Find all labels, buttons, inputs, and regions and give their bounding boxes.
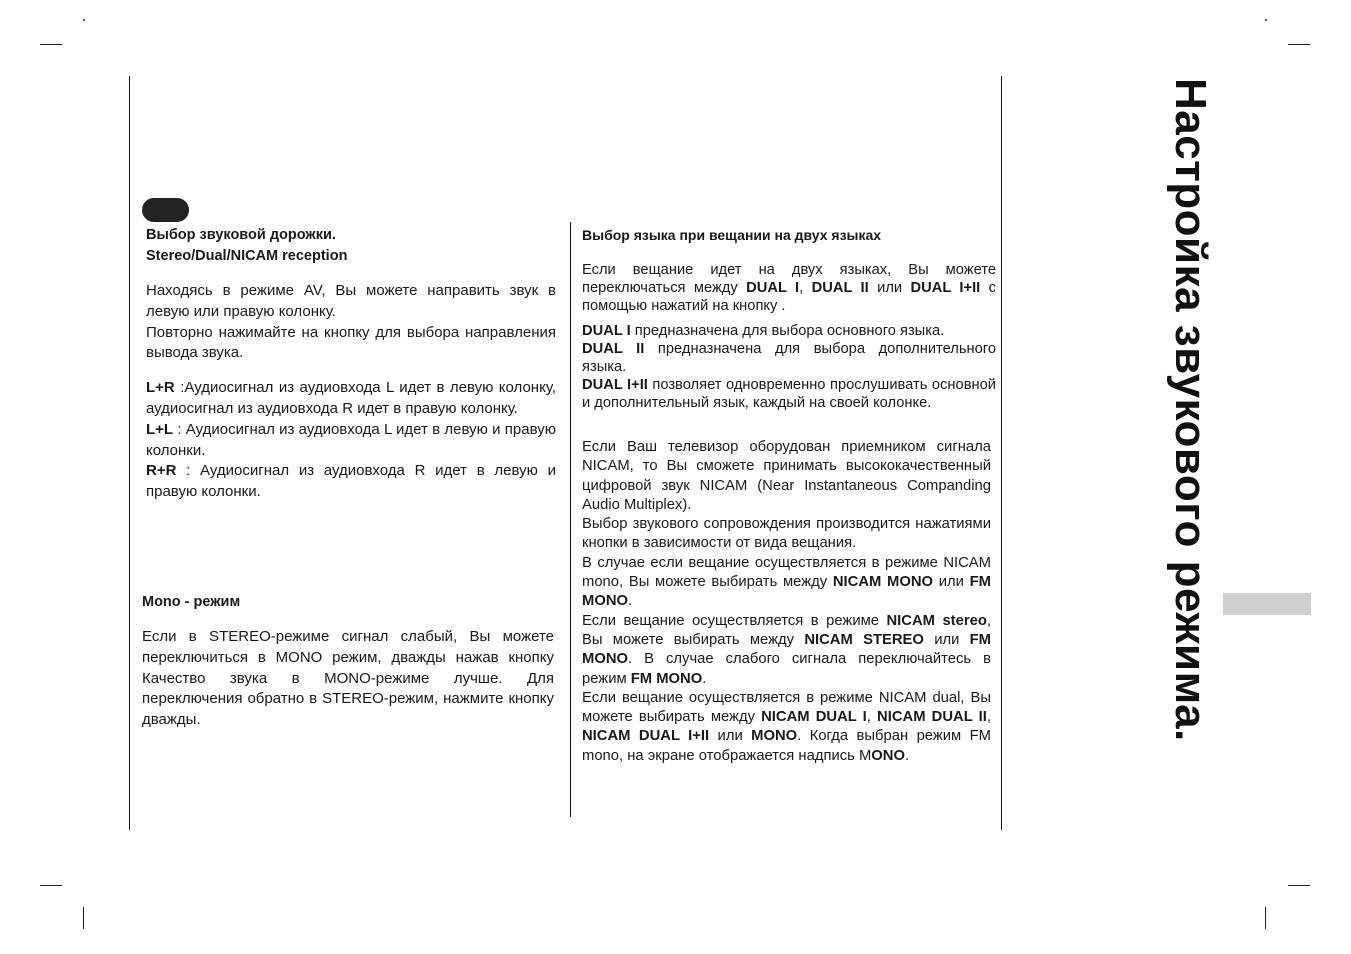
text-run: предназначена для выбора основного языка. [630,322,945,339]
dual-language-section [582,226,996,413]
text-run: Если вещание осуществляется в режиме NICAM dual, Вы можете выбирать между [582,689,991,726]
nicam-section [582,438,991,766]
crop-mark [83,907,84,929]
dual2-label: DUAL II [811,280,869,297]
lr-item [146,378,556,420]
text-run: Если вещание осуществляется в режиме [582,612,887,629]
paragraph [582,554,991,612]
text-run: , [866,709,878,726]
section-heading: Mono - режим [142,594,241,610]
lr-text: :Аудиосигнал из аудиовхода L идет в левую колонку, аудиосигнал из аудиовхода R идет в правую колонку. [146,379,556,417]
bold-term: NICAM MONO [832,574,934,591]
chapter-title: Настройка звукового режима. [1166,78,1215,742]
paragraph: Повторно нажимайте на кнопку для выбора направления вывода звука. [146,323,556,362]
text-run: предназначена для выбора дополнительного языка. [582,340,996,376]
dual12-item [582,376,996,412]
section-pill-icon [142,198,189,222]
text-run: , [986,709,991,726]
bold-term: NICAM DUAL I+II [582,728,710,745]
crop-mark [1288,44,1310,45]
text-run: с помощью нажатий на кнопку . [582,280,996,315]
left-rule [129,76,130,830]
dual12-label: DUAL I+II [910,280,981,297]
bold-term: FM MONO [582,631,991,668]
text-run: , Вы можете выбирать между [582,612,991,648]
text-run: Если вещание идет на двух языках, Вы можете переключаться между [582,262,996,297]
dual2-label: DUAL II [582,340,645,357]
paragraph: Если Ваш телевизор оборудован приемником сигнала NICAM, то Вы сможете принимать высококачественный цифровой звук NICAM (Near Instantaneous Companding Audio Multiplex). [582,439,991,513]
text-run: В случае если вещание осуществляется в режиме NICAM mono, Вы можете выбирать между [582,554,991,591]
chapter-tab [1223,593,1311,615]
bold-term: NICAM STEREO [804,631,924,648]
text-run: . [905,747,910,764]
text-run: или [933,574,970,591]
text-run: позволяет одновременно прослушивать основной и дополнительный язык, каждый на своей колонке. [582,377,996,412]
paragraph: Если в STEREO-режиме сигнал слабый, Вы можете переключиться в MONO режим, дважды нажав кнопку Качество звука в MONO-режиме лучше. Для переключения обратно в STEREO-режим, нажмите кнопку дважды. [142,628,554,729]
text-run: . [702,670,707,687]
stereo-dual-section [146,225,556,503]
ll-item [146,420,556,462]
middle-rule [570,222,571,817]
text-run: , [799,280,812,297]
crop-dot [1265,19,1267,21]
crop-mark [40,44,62,45]
dual1-label: DUAL I [582,322,631,339]
paragraph: Находясь в режиме AV, Вы можете направить звук в левую или правую колонку. [146,282,556,320]
section-heading: Выбор звуковой дорожки. [146,227,336,243]
ll-label: L+L [146,420,174,438]
dual1-label: DUAL I [746,280,800,297]
text-run: или [868,280,911,297]
dual12-label: DUAL I+II [582,377,648,394]
bold-term: ONO [871,747,905,764]
text-run: . Когда выбран режим FM mono, на экране отображается надпись M [582,728,991,764]
text-run: или [923,631,970,648]
text-run: . В случае слабого сигнала переключайтесь в режим [582,651,991,687]
bold-term: NICAM DUAL I [761,709,867,726]
rr-text: : Аудиосигнал из аудиовхода R идет в левую и правую колонки. [146,462,556,501]
bold-term: NICAM stereo [886,612,987,629]
section-heading: Выбор языка при вещании на двух языках [582,227,882,243]
text-run: . [628,593,633,610]
bold-term: FM MONO [582,574,992,610]
bold-term: MONO [751,728,798,745]
section-subheading: Stereo/Dual/NICAM reception [146,248,348,264]
crop-mark [1288,885,1310,886]
crop-mark [40,885,62,886]
dual1-item [582,322,996,340]
ll-text: : Аудиосигнал из аудиовхода L идет в левую и правую колонки. [146,420,556,459]
mono-section [142,592,554,731]
bold-term: NICAM DUAL II [877,709,987,726]
dual2-item [582,340,996,376]
lr-label: L+R [146,379,175,397]
crop-dot [83,19,85,21]
rr-label: R+R [146,462,177,480]
paragraph [582,612,991,689]
paragraph [582,261,996,316]
crop-mark [1265,907,1266,929]
paragraph: Выбор звукового сопровождения производится нажатиями кнопки в зависимости от вида вещания. [582,516,991,552]
paragraph [582,689,991,766]
text-run: или [709,728,752,745]
right-rule [1001,76,1002,830]
rr-item [146,461,556,503]
bold-term: FM MONO [630,670,703,687]
